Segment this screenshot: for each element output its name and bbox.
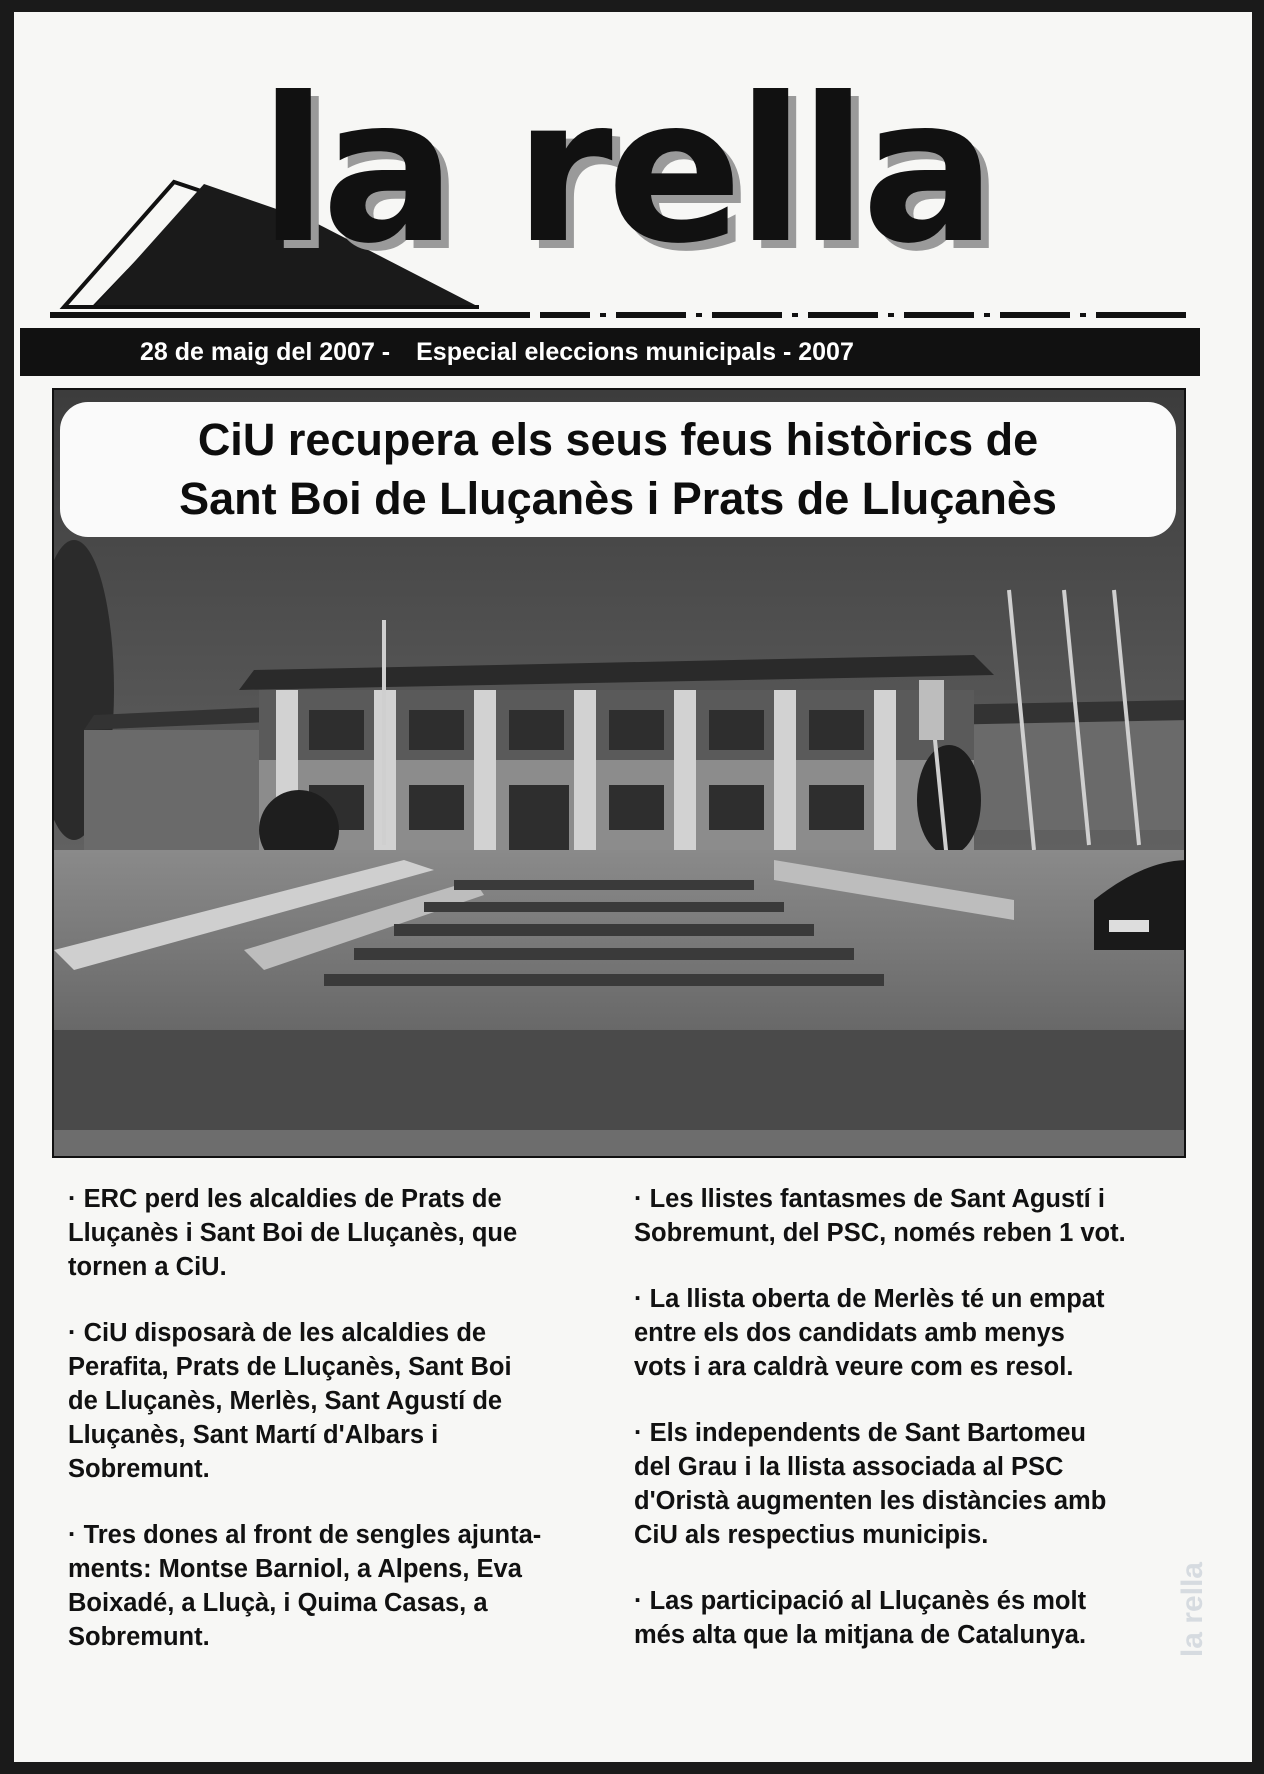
bullet-item: · ERC perd les alcaldies de Prats de Lluçanès i Sant Boi de Lluçanès, que tornen a CiU.: [68, 1185, 518, 1281]
show-through-logo: la rella: [1176, 1562, 1209, 1658]
bullet-item: · Les llistes fantasmes de Sant Agustí i Sobremunt, del PSC, només reben 1 vot.: [634, 1185, 1126, 1247]
date-banner: [20, 328, 1200, 376]
bullet-item: · Els independents de Sant Bartomeu del Grau i la llista associada al PSC d'Oristà augmenten les distàncies amb CiU als respectius municipis.: [634, 1419, 1107, 1549]
bullet-item: · La llista oberta de Merlès té un empat entre els dos candidats amb menys vots i ara caldrà veure com es resol.: [634, 1285, 1105, 1381]
newspaper-page: [14, 12, 1252, 1762]
headline-box: [60, 402, 1176, 537]
issue-date: 28 de maig del 2007 -: [140, 337, 391, 366]
bullet-item: · Las participació al Lluçanès és molt més alta que la mitjana de Catalunya.: [634, 1587, 1087, 1649]
edition-label: Especial eleccions municipals - 2007: [416, 337, 854, 366]
bullet-item: · CiU disposarà de les alcaldies de Perafita, Prats de Lluçanès, Sant Boi de Lluçanès, Merlès, Sant Agustí de Lluçanès, Sant Martí d'Albars i Sobremunt.: [68, 1319, 512, 1483]
right-column: [634, 1182, 1194, 1652]
bullet-item: · Tres dones al front de sengles ajunta- ments: Montse Barniol, a Alpens, Eva Boixadé, a Lluçà, i Quima Casas, a Sobremunt.: [68, 1521, 542, 1651]
masthead-title: la rella: [259, 55, 991, 288]
left-column: [68, 1182, 628, 1654]
masthead-rule: [50, 307, 1190, 325]
headline-line-1: CiU recupera els seus feus històrics de: [197, 414, 1039, 465]
headline-line-2: Sant Boi de Lluçanès i Prats de Lluçanès: [179, 472, 1057, 524]
